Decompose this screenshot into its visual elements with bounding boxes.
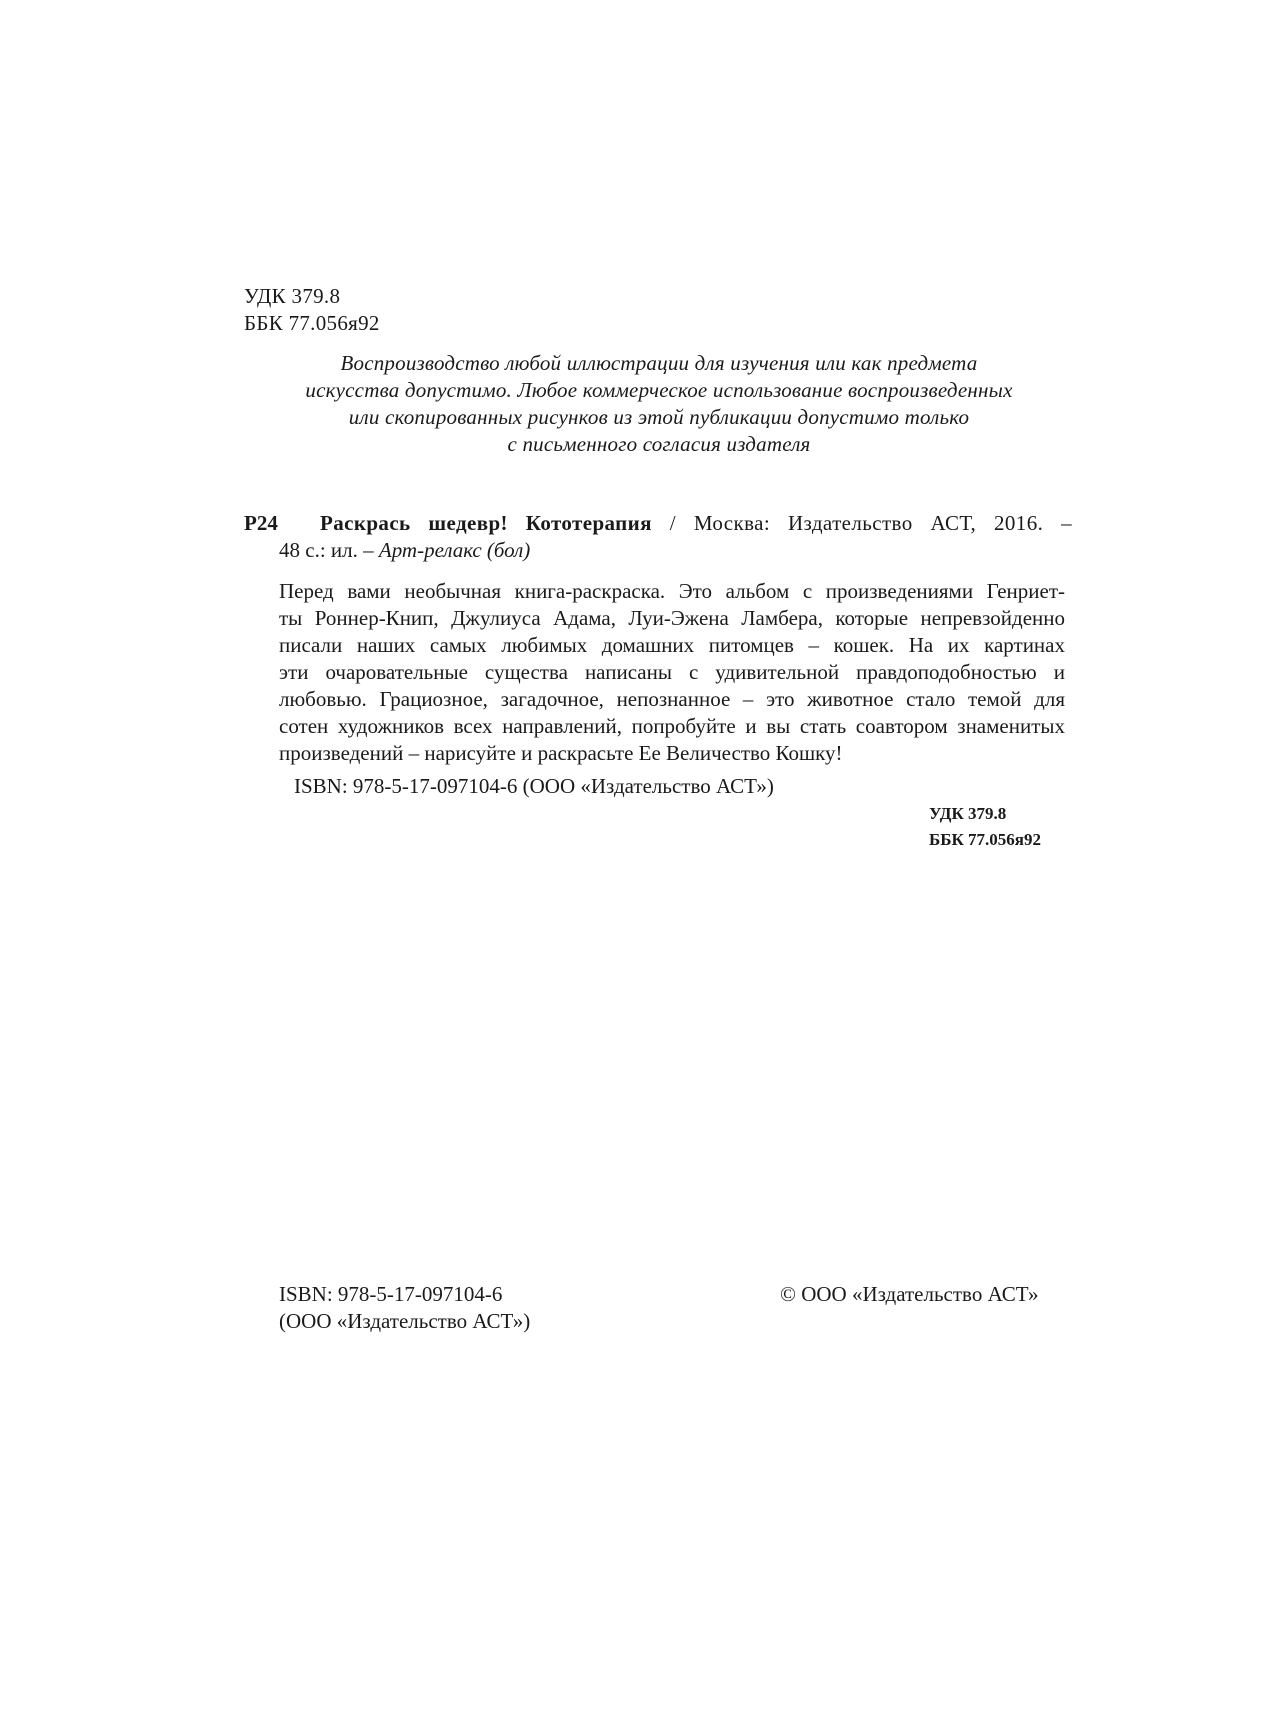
author-mark: Р24 bbox=[244, 511, 278, 535]
classification-codes-right bbox=[929, 801, 1041, 853]
isbn-line: ISBN: 978-5-17-097104-6 (ООО «Издательство АСТ») bbox=[294, 774, 774, 798]
catalog-entry-title-line bbox=[320, 510, 1072, 537]
notice-line: или скопированных рисунков из этой публикации допустимо только bbox=[348, 405, 970, 429]
isbn-footer bbox=[279, 1281, 530, 1335]
book-title: Раскрась шедевр! Кототерапия bbox=[320, 511, 652, 535]
udk-code: УДК 379.8 bbox=[929, 804, 1007, 823]
isbn-number: ISBN: 978-5-17-097104-6 bbox=[279, 1282, 503, 1306]
notice-line: Воспроизводство любой иллюстрации для изучения или как предмета bbox=[340, 351, 978, 375]
copyright-notice: © ООО «Издательство АСТ» bbox=[780, 1282, 1039, 1306]
bbk-code: ББК 77.056я92 bbox=[929, 830, 1042, 849]
notice-line: с письменного согласия издателя bbox=[507, 432, 811, 456]
annotation-line: Перед вами необычная книга-раскраска. Это альбом с произведениями Генриет- bbox=[279, 579, 1065, 603]
series-name: Арт-релакс (бол) bbox=[378, 538, 531, 562]
isbn-publisher: (ООО «Издательство АСТ») bbox=[279, 1309, 531, 1333]
udk-code: УДК 379.8 bbox=[244, 284, 341, 308]
annotation-line: сотен художников всех направлений, попробуйте и вы стать соавтором знаменитых bbox=[279, 714, 1065, 738]
annotation-line: любовью. Грациозное, загадочное, непознанное – это животное стало темой для bbox=[279, 687, 1065, 711]
annotation-line: ты Роннер-Книп, Джулиуса Адама, Луи-Эжена Ламбера, которые непревзойденно bbox=[279, 606, 1065, 630]
annotation-line: произведений – нарисуйте и раскрасьте Ее Величество Кошку! bbox=[279, 741, 843, 765]
classification-codes-top bbox=[244, 283, 380, 337]
notice-line: искусства допустимо. Любое коммерческое использование воспроизведенных bbox=[305, 378, 1013, 402]
bbk-code: ББК 77.056я92 bbox=[244, 311, 380, 335]
imprint: / Москва: Издательство АСТ, 2016. – bbox=[651, 511, 1072, 535]
page-count: 48 с.: ил. – bbox=[279, 538, 379, 562]
catalog-entry-series-line bbox=[279, 537, 530, 564]
annotation-line: писали наших самых любимых домашних питомцев – кошек. На их картинах bbox=[279, 633, 1065, 657]
annotation bbox=[279, 578, 1065, 767]
reproduction-notice bbox=[244, 350, 1074, 458]
annotation-line: эти очаровательные существа написаны с удивительной правдоподобностью и bbox=[279, 660, 1065, 684]
